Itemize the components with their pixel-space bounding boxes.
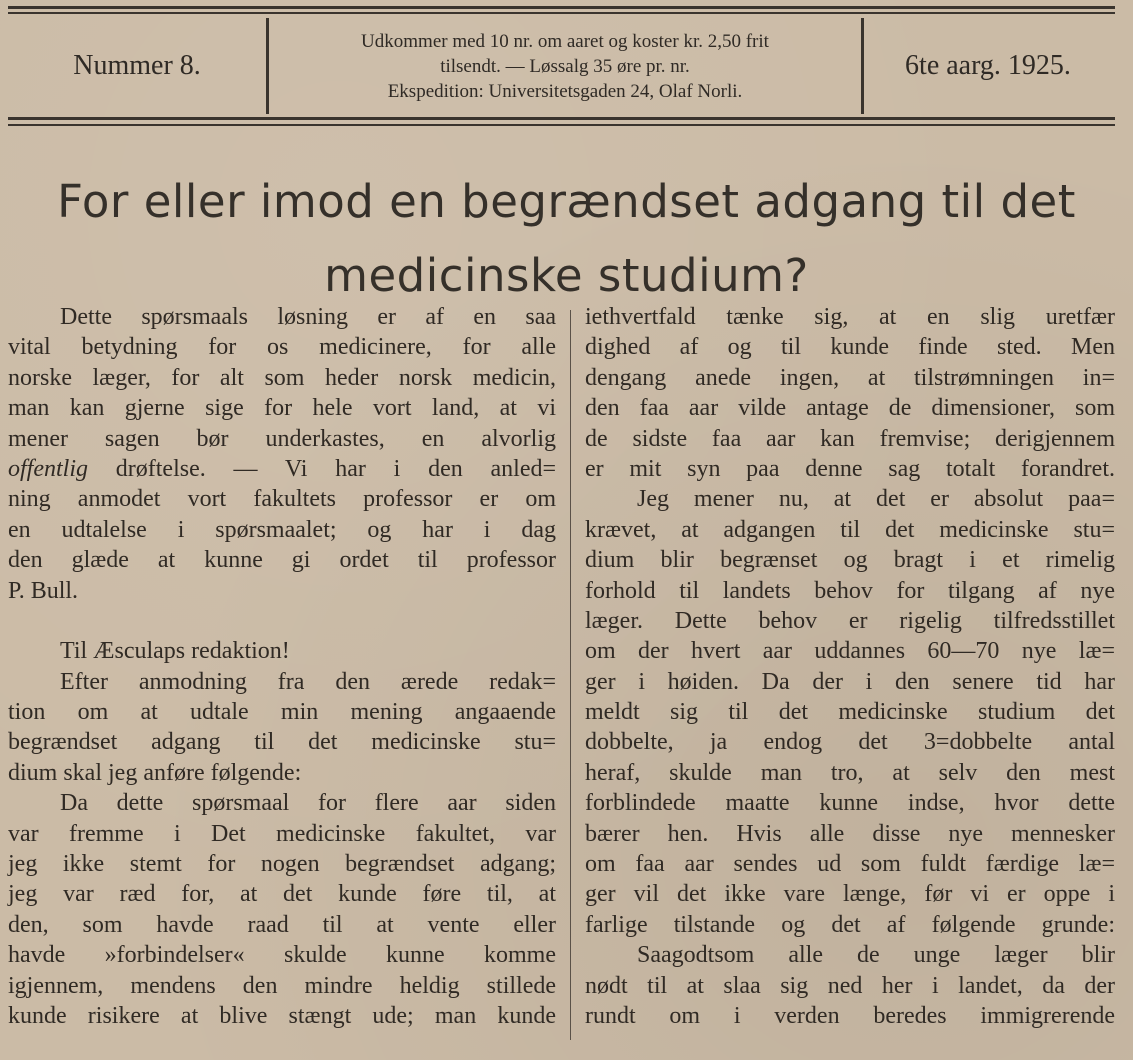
article-headline — [0, 165, 1133, 313]
text-line: forblindede maatte kunne indse, hvor dette — [585, 790, 1115, 817]
text-line: vital betydning for os medicinere, for alle — [8, 334, 556, 361]
text-line: dobbelte, ja endog det 3=dobbelte antal — [585, 729, 1115, 756]
text-line: forhold til landets behov for tilgang af nye — [585, 577, 1115, 604]
text-line-rest: drøftelse. — Vi har i den anled= — [115, 455, 557, 482]
text-line: var fremme i Det medicinske fakultet, var — [8, 820, 556, 847]
text-line: dium blir begrænset og bragt i et rimelig — [585, 547, 1115, 574]
subscription-line-1: Udkommer med 10 nr. om aaret og koster kr. 2,50 frit — [361, 30, 769, 52]
subscription-line-2: tilsendt. — Løssalg 35 øre pr. nr. — [440, 55, 690, 77]
text-line: den faa aar vilde antage de dimensioner, som — [585, 395, 1115, 422]
text-line: om der hvert aar uddannes 60—70 nye læ= — [585, 638, 1115, 665]
column-divider — [570, 310, 571, 1040]
emphasis-word: offentlig — [8, 455, 88, 482]
blank-line — [8, 606, 556, 636]
text-line: Efter anmodning fra den ærede redak= — [60, 668, 556, 695]
masthead — [8, 18, 1115, 114]
masthead-bottom-rule-1 — [8, 117, 1115, 120]
text-line: nødt til at slaa sig ned her i landet, da der — [585, 972, 1115, 999]
top-rule-2 — [8, 12, 1115, 14]
text-line: iethvertfald tænke sig, at en slig uretfær — [585, 304, 1115, 330]
subscription-info — [266, 18, 864, 114]
masthead-bottom-rule-2 — [8, 124, 1115, 126]
text-line: dium skal jeg anføre følgende: — [8, 759, 302, 786]
text-line: Da dette spørsmaal for flere aar siden — [60, 790, 556, 817]
text-line-emphasis — [8, 454, 556, 484]
text-line: ning anmodet vort fakultets professor er om — [8, 486, 556, 513]
left-column — [8, 302, 556, 1031]
text-line: krævet, at adgangen til det medicinske stu= — [585, 516, 1115, 543]
text-line: havde »forbindelser« skulde kunne komme — [8, 942, 556, 969]
text-line: P. Bull. — [8, 577, 79, 604]
text-line: dengang anede ingen, at tilstrømningen in= — [585, 364, 1115, 391]
text-line: den glæde at kunne gi ordet til professor — [8, 547, 556, 574]
text-line: igjennem, mendens den mindre heldig stillede — [8, 972, 556, 999]
text-line: farlige tilstande og det af følgende grunde: — [585, 911, 1115, 938]
text-line: meldt sig til det medicinske studium det — [585, 699, 1115, 726]
text-line: Jeg mener nu, at det er absolut paa= — [637, 486, 1115, 513]
text-line: ger vil det ikke vare længe, før vi er oppe i — [585, 881, 1115, 908]
text-line: jeg ikke stemt for nogen begrændset adgang; — [8, 851, 556, 878]
text-line: ger i høiden. Da der i den senere tid har — [585, 668, 1115, 695]
text-line: om faa aar sendes ud som fuldt færdige læ= — [585, 851, 1115, 878]
text-line: de sidste faa aar kan fremvise; derigjennem — [585, 425, 1115, 452]
text-line: rundt om i verden beredes immigrerende — [585, 1002, 1115, 1029]
text-line: norske læger, for alt som heder norsk medicin, — [8, 364, 556, 391]
text-line: bærer hen. Hvis alle disse nye mennesker — [585, 820, 1115, 847]
top-rule-1 — [8, 6, 1115, 9]
text-line: jeg var ræd for, at det kunde føre til, at — [8, 881, 556, 908]
text-line: tion om at udtale min mening angaaende — [8, 699, 556, 726]
text-line: Til Æsculaps redaktion! — [60, 638, 290, 665]
headline-line-2: medicinske studium? — [324, 249, 809, 302]
volume-year: 6te aarg. 1925. — [905, 50, 1071, 81]
text-line: Dette spørsmaals løsning er af en saa — [60, 304, 556, 330]
text-line: Saagodtsom alle de unge læger blir — [637, 942, 1115, 969]
headline-line-1: For eller imod en begrændset adgang til det — [57, 175, 1076, 228]
text-line: heraf, skulde man tro, at selv den mest — [585, 759, 1115, 786]
right-column — [585, 302, 1115, 1031]
text-line: dighed af og til kunde finde sted. Men — [585, 334, 1115, 361]
text-line: en udtalelse i spørsmaalet; og har i dag — [8, 516, 556, 543]
subscription-line-3: Ekspedition: Universitetsgaden 24, Olaf Norli. — [387, 80, 743, 102]
text-line: begrændset adgang til det medicinske stu= — [8, 729, 556, 756]
text-line: er mit syn paa denne sag totalt forandret. — [585, 455, 1115, 482]
text-line: man kan gjerne sige for hele vort land, at vi — [8, 395, 556, 422]
text-line: mener sagen bør underkastes, en alvorlig — [8, 425, 556, 452]
text-line: læger. Dette behov er rigelig tilfredsstillet — [585, 607, 1115, 634]
text-line: kunde risikere at blive stængt ude; man kunde — [8, 1002, 556, 1029]
text-line: den, som havde raad til at vente eller — [8, 911, 556, 938]
issue-number: Nummer 8. — [73, 50, 201, 81]
